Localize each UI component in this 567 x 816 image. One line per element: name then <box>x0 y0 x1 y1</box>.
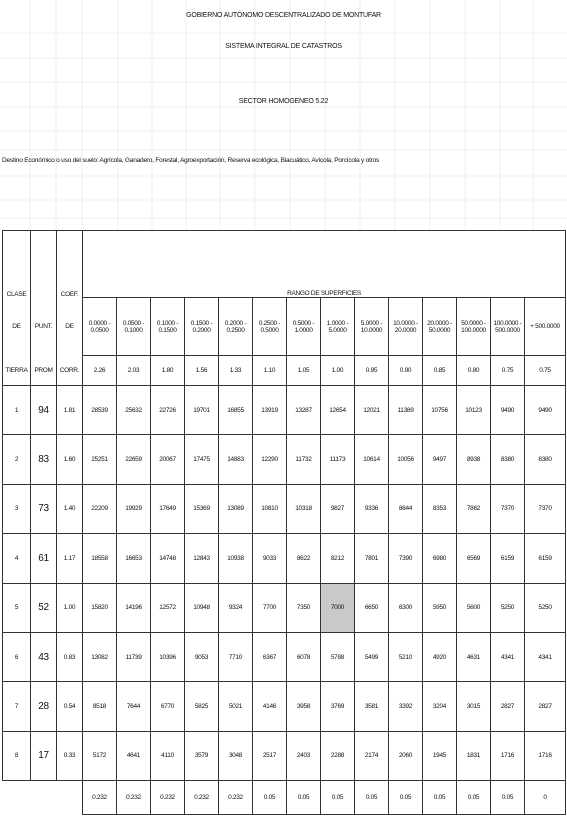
value-cell: 28539 <box>83 386 117 435</box>
value-cell: 4341 <box>491 632 525 681</box>
value-cell: 3579 <box>185 731 219 780</box>
punt-cell: 83 <box>31 435 57 484</box>
factor-5: 1.10 <box>253 356 287 386</box>
punt-cell: 61 <box>31 534 57 583</box>
value-cell: 8938 <box>457 435 491 484</box>
clase-cell: 1 <box>3 386 31 435</box>
range-0: 0.0000 - 0.0500 <box>83 298 117 356</box>
value-cell: 4631 <box>457 632 491 681</box>
value-cell: 12290 <box>253 435 287 484</box>
value-cell: 5210 <box>389 632 423 681</box>
value-cell: 4641 <box>117 731 151 780</box>
punt-cell: 94 <box>31 386 57 435</box>
coef-corr: CORR. <box>57 356 83 386</box>
value-cell: 9324 <box>219 583 253 632</box>
value-cell: 5499 <box>355 632 389 681</box>
value-cell: 11389 <box>389 386 423 435</box>
value-cell: 6367 <box>253 632 287 681</box>
value-cell: 9053 <box>185 632 219 681</box>
value-cell: 14748 <box>151 534 185 583</box>
value-cell: 6650 <box>355 583 389 632</box>
bottom-value: 0.232 <box>151 781 185 815</box>
data-rows <box>3 386 566 781</box>
factor-12: 0.75 <box>491 356 525 386</box>
range-1: 0.0500 - 0.1000 <box>117 298 151 356</box>
value-cell: 18558 <box>83 534 117 583</box>
range-3: 0.1500 - 0.2000 <box>185 298 219 356</box>
bottom-value: 0.05 <box>423 781 457 815</box>
factor-4: 1.33 <box>219 356 253 386</box>
factor-7: 1.00 <box>321 356 355 386</box>
value-cell: 10614 <box>355 435 389 484</box>
value-cell: 14883 <box>219 435 253 484</box>
value-cell: 22726 <box>151 386 185 435</box>
range-10: 20.0000 - 50.0000 <box>423 298 457 356</box>
coef-cell: 0.83 <box>57 632 83 681</box>
factor-10: 0.85 <box>423 356 457 386</box>
value-cell: 6078 <box>287 632 321 681</box>
value-cell: 6770 <box>151 682 185 731</box>
value-cell: 16855 <box>219 386 253 435</box>
bottom-row <box>3 781 566 815</box>
factor-9: 0.90 <box>389 356 423 386</box>
punt-header: PUNT. <box>31 298 57 356</box>
punt-header-top <box>31 231 57 298</box>
bottom-value: 0.05 <box>287 781 321 815</box>
value-cell: 8622 <box>287 534 321 583</box>
value-cell: 7370 <box>525 484 566 533</box>
value-cell: 15369 <box>185 484 219 533</box>
coef-cell: 1.00 <box>57 583 83 632</box>
value-cell: 2827 <box>525 682 566 731</box>
destino-economico: Destino Económico o uso del suelo: Agrícola, Ganadero, Forestal, Agroexportación, Reserva ecológica, Biacuático, Avícola, Porcícola y otros <box>2 157 380 164</box>
bottom-value: 0.232 <box>117 781 151 815</box>
bottom-value: 0.232 <box>219 781 253 815</box>
coef-cell: 1.40 <box>57 484 83 533</box>
bottom-blank-3 <box>57 781 83 815</box>
factor-2: 1.80 <box>151 356 185 386</box>
factor-11: 0.80 <box>457 356 491 386</box>
value-cell: 6569 <box>457 534 491 583</box>
punt-cell: 52 <box>31 583 57 632</box>
value-cell: 17475 <box>185 435 219 484</box>
clase-header: CLASE <box>3 231 31 298</box>
value-cell: 5600 <box>457 583 491 632</box>
value-cell: 8353 <box>423 484 457 533</box>
coef-cell: 1.60 <box>57 435 83 484</box>
value-cell: 2517 <box>253 731 287 780</box>
value-cell: 25632 <box>117 386 151 435</box>
value-cell: 12021 <box>355 386 389 435</box>
value-cell: 13287 <box>287 386 321 435</box>
table-row <box>3 583 566 632</box>
clase-cell: 5 <box>3 583 31 632</box>
bottom-value: 0.05 <box>389 781 423 815</box>
value-cell: 12654 <box>321 386 355 435</box>
value-cell: 8380 <box>525 435 566 484</box>
value-cell: 9490 <box>525 386 566 435</box>
factor-0: 2.26 <box>83 356 117 386</box>
value-cell: 12843 <box>185 534 219 583</box>
range-5: 0.2500 - 0.5000 <box>253 298 287 356</box>
table-row <box>3 484 566 533</box>
value-cell: 20067 <box>151 435 185 484</box>
coef-cell: 0.54 <box>57 682 83 731</box>
valuation-table <box>2 230 566 815</box>
table-row <box>3 632 566 681</box>
value-cell: 2827 <box>491 682 525 731</box>
value-cell: 6980 <box>423 534 457 583</box>
value-cell: 6159 <box>525 534 566 583</box>
value-cell: 1716 <box>491 731 525 780</box>
value-cell: 9827 <box>321 484 355 533</box>
value-cell: 1831 <box>457 731 491 780</box>
bottom-value: 0.05 <box>321 781 355 815</box>
punt-cell: 17 <box>31 731 57 780</box>
value-cell: 3392 <box>389 682 423 731</box>
punt-cell: 73 <box>31 484 57 533</box>
bottom-blank-2 <box>31 781 57 815</box>
clase-de: DE <box>3 298 31 356</box>
value-cell: 8844 <box>389 484 423 533</box>
value-cell: 8212 <box>321 534 355 583</box>
table-row <box>3 534 566 583</box>
bottom-value: 0 <box>525 781 566 815</box>
clase-cell: 3 <box>3 484 31 533</box>
value-cell: 11739 <box>117 632 151 681</box>
value-cell: 5250 <box>491 583 525 632</box>
table-row <box>3 386 566 435</box>
value-cell: 7801 <box>355 534 389 583</box>
clase-tierra: TIERRA <box>3 356 31 386</box>
value-cell: 9033 <box>253 534 287 583</box>
value-cell: 7390 <box>389 534 423 583</box>
value-cell: 7370 <box>491 484 525 533</box>
value-cell: 13919 <box>253 386 287 435</box>
value-cell: 9497 <box>423 435 457 484</box>
coef-cell: 1.81 <box>57 386 83 435</box>
bottom-value: 0.232 <box>83 781 117 815</box>
factor-13: 0.75 <box>525 356 566 386</box>
value-cell: 5950 <box>423 583 457 632</box>
factor-6: 1.05 <box>287 356 321 386</box>
range-7: 1.0000 - 5.0000 <box>321 298 355 356</box>
value-cell: 12572 <box>151 583 185 632</box>
value-cell: 5172 <box>83 731 117 780</box>
value-cell: 4146 <box>253 682 287 731</box>
header-government: GOBIERNO AUTÓNOMO DESCENTRALIZADO DE MONTUFAR <box>186 12 381 19</box>
value-cell: 4341 <box>525 632 566 681</box>
value-cell: 5021 <box>219 682 253 731</box>
factor-3: 1.56 <box>185 356 219 386</box>
value-cell: 16653 <box>117 534 151 583</box>
bottom-value: 0.05 <box>491 781 525 815</box>
value-cell: 10318 <box>287 484 321 533</box>
value-cell: 4110 <box>151 731 185 780</box>
value-cell: 7862 <box>457 484 491 533</box>
bottom-value: 0.05 <box>355 781 389 815</box>
value-cell: 9490 <box>491 386 525 435</box>
value-cell: 1716 <box>525 731 566 780</box>
value-cell: 1945 <box>423 731 457 780</box>
value-cell: 6159 <box>491 534 525 583</box>
value-cell: 10938 <box>219 534 253 583</box>
value-cell: 7644 <box>117 682 151 731</box>
range-11: 50.0000 - 100.0000 <box>457 298 491 356</box>
clase-cell: 4 <box>3 534 31 583</box>
value-cell: 2174 <box>355 731 389 780</box>
table-row <box>3 731 566 780</box>
coef-header: COEF. <box>57 231 83 298</box>
value-cell: 10056 <box>389 435 423 484</box>
value-cell: 2288 <box>321 731 355 780</box>
range-2: 0.1000 - 0.1500 <box>151 298 185 356</box>
value-cell: 11173 <box>321 435 355 484</box>
value-cell: 8380 <box>491 435 525 484</box>
bottom-value: 0.05 <box>457 781 491 815</box>
clase-cell: 2 <box>3 435 31 484</box>
value-cell: 14196 <box>117 583 151 632</box>
value-cell: 7700 <box>253 583 287 632</box>
value-cell: 17649 <box>151 484 185 533</box>
factor-8: 0.95 <box>355 356 389 386</box>
coef-de: DE <box>57 298 83 356</box>
coef-cell: 0.33 <box>57 731 83 780</box>
clase-cell: 7 <box>3 682 31 731</box>
value-cell: 3769 <box>321 682 355 731</box>
punt-cell: 28 <box>31 682 57 731</box>
value-cell: 3048 <box>219 731 253 780</box>
header-sector: SECTOR HOMOGENEO 5.22 <box>238 98 329 105</box>
value-cell: 25251 <box>83 435 117 484</box>
value-cell: 19929 <box>117 484 151 533</box>
range-6: 0.5000 - 1.0000 <box>287 298 321 356</box>
value-cell: 10810 <box>253 484 287 533</box>
value-cell: 9336 <box>355 484 389 533</box>
range-13: + 500.0000 <box>525 298 566 356</box>
value-cell: 22209 <box>83 484 117 533</box>
value-cell: 10396 <box>151 632 185 681</box>
value-cell: 5788 <box>321 632 355 681</box>
value-cell: 5825 <box>185 682 219 731</box>
punt-cell: 43 <box>31 632 57 681</box>
bottom-blank-1 <box>3 781 31 815</box>
value-cell: 13089 <box>219 484 253 533</box>
range-12: 100.0000 - 500.0000 <box>491 298 525 356</box>
value-cell: 3204 <box>423 682 457 731</box>
spreadsheet-gridlines <box>0 0 567 230</box>
value-cell: 10756 <box>423 386 457 435</box>
value-cell: 4920 <box>423 632 457 681</box>
value-cell: 5250 <box>525 583 566 632</box>
value-cell: 3015 <box>457 682 491 731</box>
value-cell: 3581 <box>355 682 389 731</box>
value-cell: 8518 <box>83 682 117 731</box>
value-cell: 6300 <box>389 583 423 632</box>
coef-cell: 1.17 <box>57 534 83 583</box>
table-row <box>3 682 566 731</box>
table-row <box>3 435 566 484</box>
range-9: 10.0000 - 20.0000 <box>389 298 423 356</box>
rango-superficies-header: RANGO DE SUPERFICIES <box>83 231 566 298</box>
value-cell: 3958 <box>287 682 321 731</box>
value-cell: 7000 <box>321 583 355 632</box>
factor-1: 2.03 <box>117 356 151 386</box>
value-cell: 19701 <box>185 386 219 435</box>
factor-row <box>3 356 566 386</box>
value-cell: 2403 <box>287 731 321 780</box>
value-cell: 10948 <box>185 583 219 632</box>
value-cell: 13082 <box>83 632 117 681</box>
clase-cell: 8 <box>3 731 31 780</box>
bottom-value: 0.05 <box>253 781 287 815</box>
value-cell: 10123 <box>457 386 491 435</box>
clase-cell: 6 <box>3 632 31 681</box>
range-4: 0.2000 - 0.2500 <box>219 298 253 356</box>
punt-prom: PROM <box>31 356 57 386</box>
value-cell: 7710 <box>219 632 253 681</box>
value-cell: 22659 <box>117 435 151 484</box>
value-cell: 7350 <box>287 583 321 632</box>
value-cell: 2060 <box>389 731 423 780</box>
bottom-value: 0.232 <box>185 781 219 815</box>
header-system: SISTEMA INTEGRAL DE CATASTROS <box>225 43 342 50</box>
range-header-row <box>3 298 566 356</box>
value-cell: 15820 <box>83 583 117 632</box>
range-8: 5.0000 - 10.0000 <box>355 298 389 356</box>
value-cell: 11732 <box>287 435 321 484</box>
